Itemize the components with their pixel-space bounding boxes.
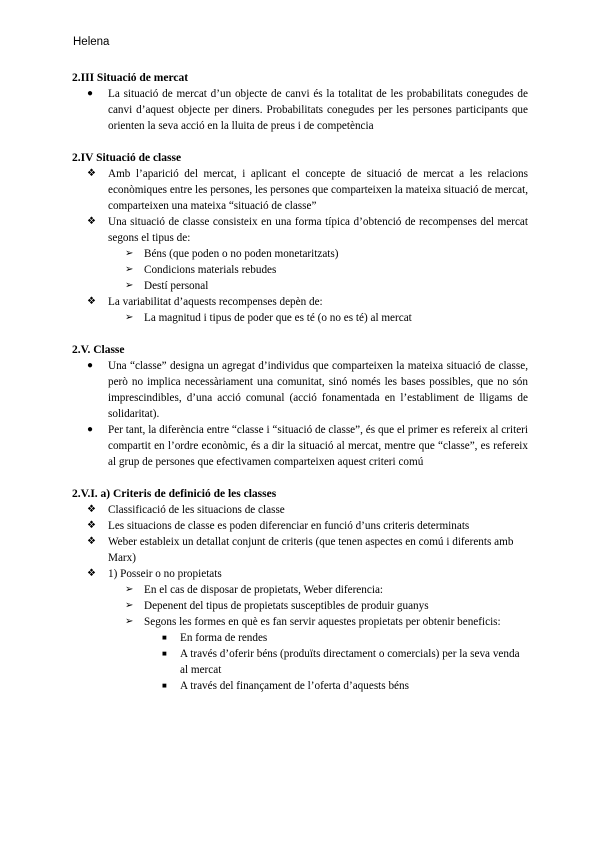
sub-list-item — [72, 582, 528, 598]
square-bullet-icon: ■ — [162, 649, 167, 658]
document-header-name: Helena — [73, 36, 110, 48]
list-item-text: Segons les formes en què es fan servir aquestes propietats per obtenir beneficis: — [144, 616, 501, 628]
list-item-text: A través del finançament de l’oferta d’aquests béns — [180, 680, 409, 692]
list-item-text: Depenent del tipus de propietats susceptibles de produir guanys — [144, 600, 429, 612]
list-item-text: Weber estableix un detallat conjunt de criteris (que tenen aspectes en comú i diferents amb Marx) — [108, 536, 514, 564]
sub-sub-list-item — [72, 630, 528, 646]
list-item-text: Una “classe” designa un agregat d’individus que comparteixen la mateixa situació de classe, però no implica necessàriament una comunitat, sinó només les bases possibles, que no són imprescindibles, d’una acció comunal (acció fonamentada en l’establiment de lligams de solidaritat). — [108, 360, 528, 420]
arrow-bullet-icon: ➢ — [125, 248, 134, 259]
diamond-bullet-icon: ❖ — [87, 168, 96, 179]
list-item — [72, 502, 528, 518]
list-item-text: Una situació de classe consisteix en una forma típica d’obtenció de recompenses del mercat segons el tipus de: — [108, 216, 528, 244]
arrow-bullet-icon: ➢ — [125, 584, 134, 595]
list-item-text: La magnitud i tipus de poder que es té (o no es té) al mercat — [144, 312, 412, 324]
list-item-text: 1) Posseir o no propietats — [108, 568, 222, 580]
section-classe — [72, 342, 528, 470]
section-title: 2.III Situació de mercat — [72, 72, 189, 84]
list-item — [72, 214, 528, 246]
list-item — [72, 534, 528, 566]
list-item-text: La variabilitat d’aquests recompenses depèn de: — [108, 296, 323, 308]
arrow-bullet-icon: ➢ — [125, 264, 134, 275]
arrow-bullet-icon: ➢ — [125, 280, 134, 291]
section-criteris-definicio — [72, 486, 528, 694]
bullet-list — [72, 502, 528, 694]
list-item-text: Les situacions de classe es poden diferenciar en funció d’uns criteris determinats — [108, 520, 470, 532]
list-item-text: Condicions materials rebudes — [144, 264, 277, 276]
sub-list-item — [72, 310, 528, 326]
list-item-text: Per tant, la diferència entre “classe i “situació de classe”, és que el primer es refereix al criteri compartit en l’ordre econòmic, és a dir la situació al mercat, mentre que “classe”, es refereix al grup de persones que efectivamen comparteixen aquest criteri comú — [108, 424, 528, 468]
list-item-text: Amb l’aparició del mercat, i aplicant el concepte de situació de mercat a les relacions econòmiques entre les persones, les persones que comparteixen la mateixa situació de mercat, comparteixen una mateixa “situació de classe” — [108, 168, 528, 212]
list-item — [72, 358, 528, 422]
bullet-list — [72, 166, 528, 326]
section-situacio-classe — [72, 150, 528, 326]
arrow-bullet-icon: ➢ — [125, 312, 134, 323]
bullet-dot-icon: ● — [87, 88, 94, 99]
diamond-bullet-icon: ❖ — [87, 536, 96, 547]
list-item-text: En el cas de disposar de propietats, Weber diferencia: — [144, 584, 384, 596]
section-title: 2.V. Classe — [72, 344, 125, 356]
sub-list-item — [72, 246, 528, 262]
list-item-text: A través d’oferir béns (produïts directament o comercials) per la seva venda al mercat — [180, 648, 520, 676]
bullet-list — [72, 358, 528, 470]
bullet-list — [72, 86, 528, 134]
diamond-bullet-icon: ❖ — [87, 216, 96, 227]
section-title: 2.IV Situació de classe — [72, 152, 182, 164]
sub-sub-list-item — [72, 678, 528, 694]
list-item — [72, 294, 528, 310]
bullet-dot-icon: ● — [87, 360, 94, 371]
sub-sub-list-item — [72, 646, 528, 678]
sub-list-item — [72, 598, 528, 614]
bullet-dot-icon: ● — [87, 424, 94, 435]
list-item-text: Béns (que poden o no poden monetaritzats) — [144, 248, 339, 260]
list-item — [72, 86, 528, 134]
document-body — [72, 70, 528, 710]
square-bullet-icon: ■ — [162, 633, 167, 642]
list-item-text: Classificació de les situacions de classe — [108, 504, 285, 516]
sub-list-item — [72, 278, 528, 294]
list-item-text: Destí personal — [144, 280, 209, 292]
diamond-bullet-icon: ❖ — [87, 296, 96, 307]
arrow-bullet-icon: ➢ — [125, 600, 134, 611]
list-item-text: En forma de rendes — [180, 632, 268, 644]
diamond-bullet-icon: ❖ — [87, 568, 96, 579]
arrow-bullet-icon: ➢ — [125, 616, 134, 627]
list-item — [72, 566, 528, 582]
sub-list-item — [72, 614, 528, 630]
section-title: 2.V.I. a) Criteris de definició de les classes — [72, 488, 277, 500]
square-bullet-icon: ■ — [162, 681, 167, 690]
list-item — [72, 166, 528, 214]
sub-list-item — [72, 262, 528, 278]
diamond-bullet-icon: ❖ — [87, 520, 96, 531]
list-item — [72, 518, 528, 534]
list-item — [72, 422, 528, 470]
list-item-text: La situació de mercat d’un objecte de canvi és la totalitat de les probabilitats conegudes de canvi d’aquest objecte per diners. Probabilitats conegudes per les persones participants que orienten la seva acció en la lluita de preus i de competència — [108, 88, 528, 132]
diamond-bullet-icon: ❖ — [87, 504, 96, 515]
section-situacio-mercat — [72, 70, 528, 134]
